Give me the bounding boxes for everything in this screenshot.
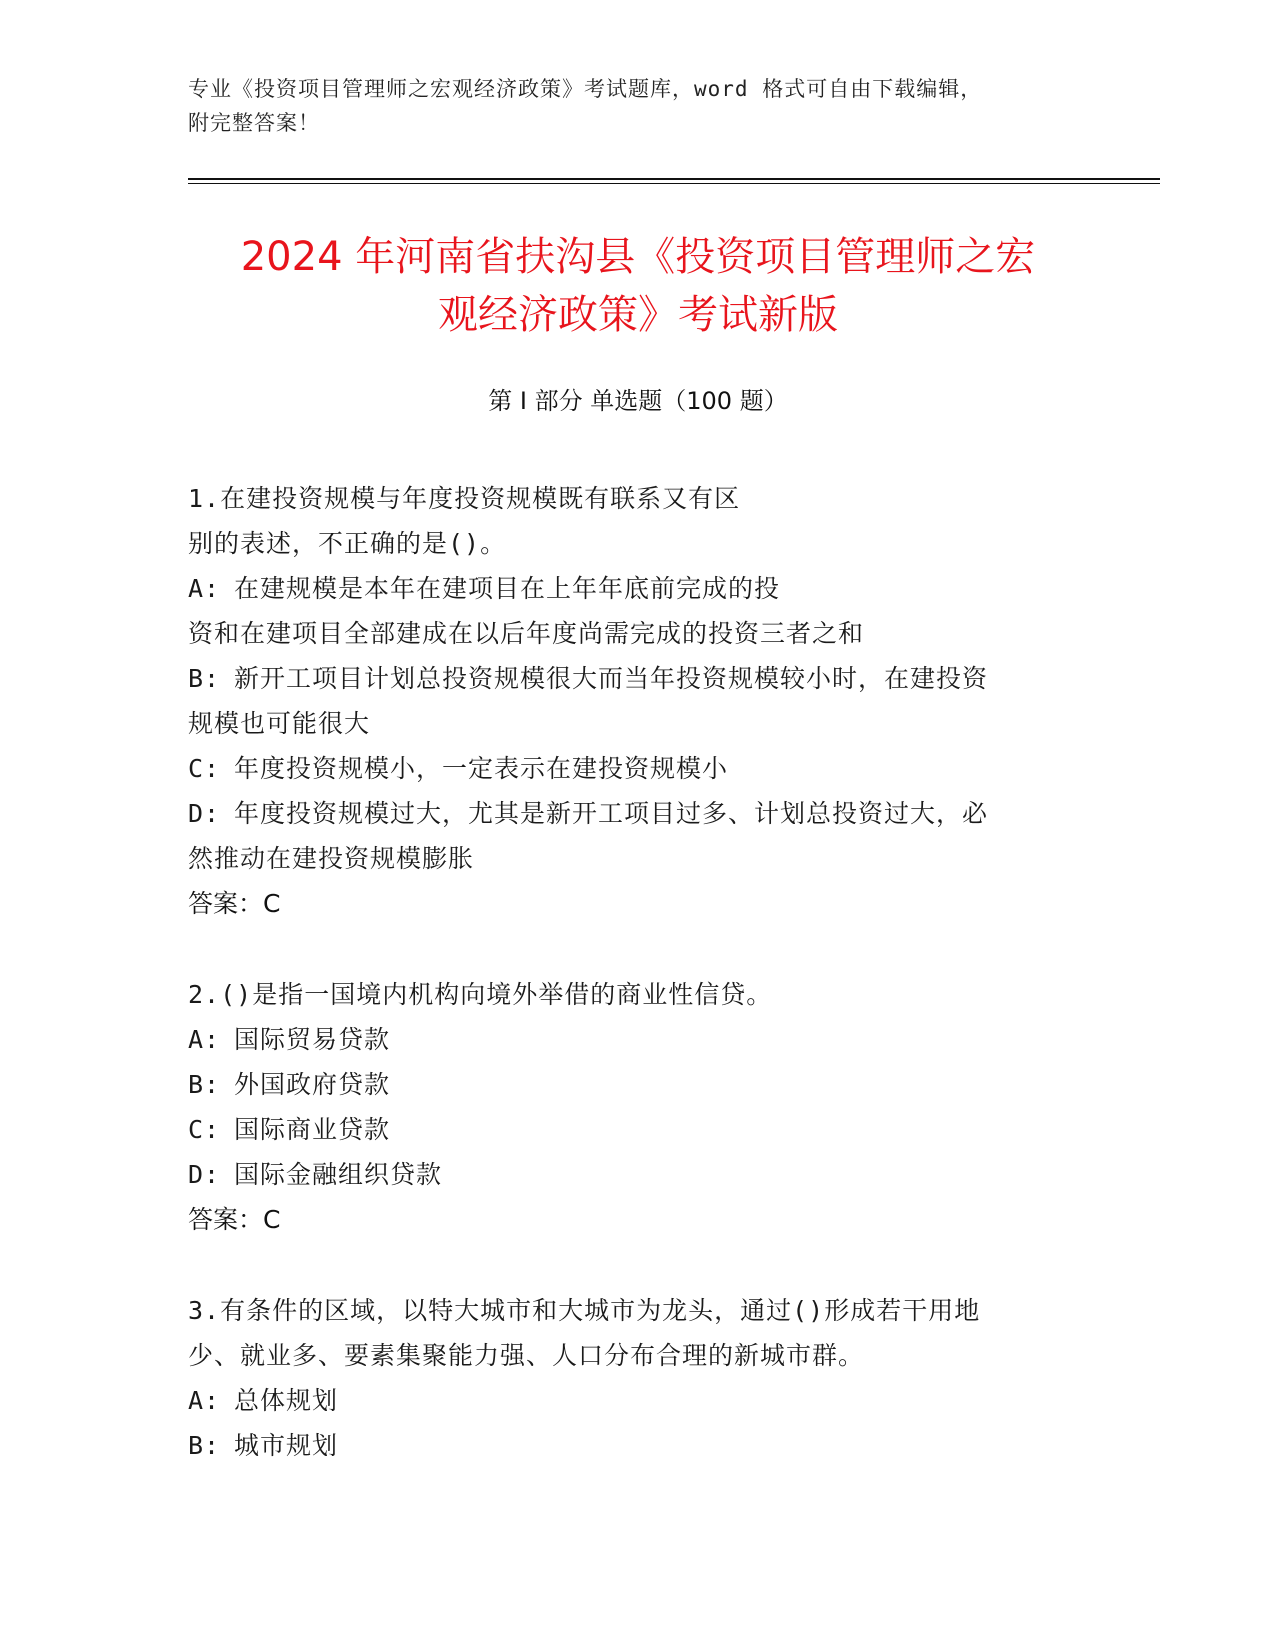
option-key: D:	[188, 1160, 221, 1189]
answer-line: 答案：C	[188, 889, 281, 918]
option-text: 国际商业贷款	[234, 1115, 391, 1144]
question-list	[188, 476, 1088, 1514]
option-a	[188, 1017, 1088, 1062]
option-d-continued: 然推动在建投资规模膨胀	[188, 844, 475, 873]
header-rule	[188, 178, 1160, 180]
question-stem: 少、就业多、要素集聚能力强、人口分布合理的新城市群。	[188, 1341, 865, 1370]
option-d	[188, 791, 1088, 836]
question-item	[188, 1288, 1088, 1468]
title-line: 2024 年河南省扶沟县《投资项目管理师之宏	[240, 234, 1036, 280]
option-text: 在建规模是本年在建项目在上年年底前完成的投	[234, 574, 781, 603]
option-text: 城市规划	[234, 1431, 339, 1460]
option-key: A:	[188, 1386, 221, 1415]
header-rule-thin	[188, 183, 1160, 184]
header-note	[188, 72, 1088, 140]
option-key: B:	[188, 664, 221, 693]
option-text: 总体规划	[234, 1386, 339, 1415]
question-stem: 3.有条件的区域，以特大城市和大城市为龙头，通过()形成若干用地	[188, 1296, 981, 1325]
option-key: B:	[188, 1070, 221, 1099]
question-stem: 1.在建投资规模与年度投资规模既有联系又有区	[188, 484, 741, 513]
option-text: 国际金融组织贷款	[234, 1160, 443, 1189]
option-d	[188, 1152, 1088, 1197]
option-text: 年度投资规模过大，尤其是新开工项目过多、计划总投资过大，必	[234, 799, 989, 828]
question-item	[188, 476, 1088, 926]
option-b	[188, 1062, 1088, 1107]
option-b	[188, 656, 1088, 701]
option-a	[188, 1378, 1088, 1423]
option-key: B:	[188, 1431, 221, 1460]
option-text: 新开工项目计划总投资规模很大而当年投资规模较小时，在建投资	[234, 664, 989, 693]
document-title	[188, 228, 1088, 344]
question-stem: 别的表述，不正确的是()。	[188, 529, 507, 558]
option-a	[188, 566, 1088, 611]
header-note-line: 专业《投资项目管理师之宏观经济政策》考试题库，word 格式可自由下载编辑，	[188, 77, 983, 101]
option-key: D:	[188, 799, 221, 828]
question-item	[188, 972, 1088, 1242]
option-key: C:	[188, 754, 221, 783]
section-heading: 第 I 部分 单选题（100 题）	[488, 387, 788, 415]
header-note-line: 附完整答案！	[188, 111, 320, 135]
option-text: 外国政府贷款	[234, 1070, 391, 1099]
option-key: C:	[188, 1115, 221, 1144]
option-b	[188, 1423, 1088, 1468]
option-key: A:	[188, 1025, 221, 1054]
option-c	[188, 746, 1088, 791]
option-b-continued: 规模也可能很大	[188, 709, 371, 738]
answer-line: 答案：C	[188, 1205, 281, 1234]
title-line: 观经济政策》考试新版	[438, 292, 838, 338]
option-a-continued: 资和在建项目全部建成在以后年度尚需完成的投资三者之和	[188, 619, 865, 648]
option-c	[188, 1107, 1088, 1152]
question-stem: 2.()是指一国境内机构向境外举借的商业性信贷。	[188, 980, 773, 1009]
option-text: 国际贸易贷款	[234, 1025, 391, 1054]
option-text: 年度投资规模小，一定表示在建投资规模小	[234, 754, 729, 783]
option-key: A:	[188, 574, 221, 603]
